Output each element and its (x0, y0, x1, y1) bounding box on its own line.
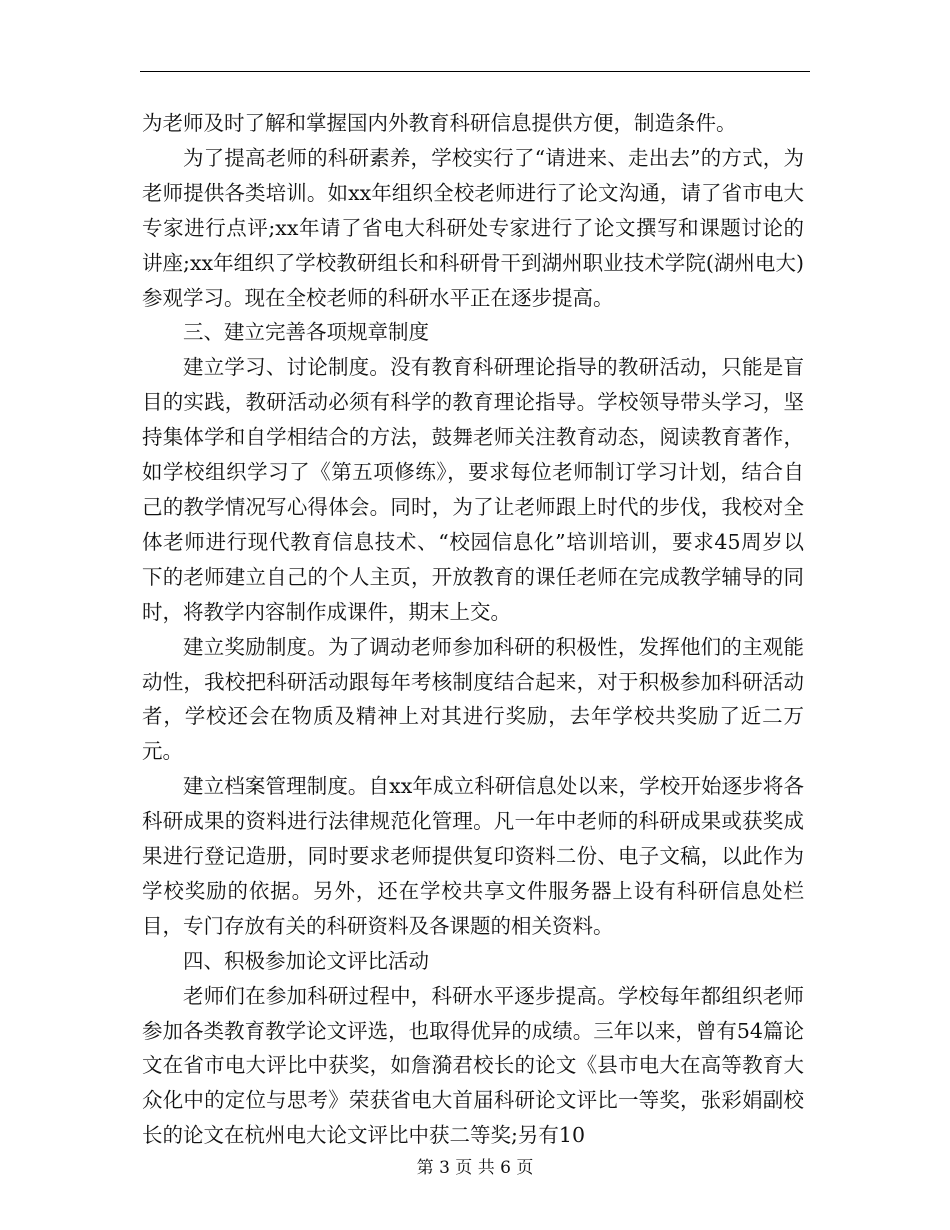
paragraph: 建立学习、讨论制度。没有教育科研理论指导的教研活动，只能是盲目的实践，教研活动必须有科学的教育理论指导。学校领导带头学习，坚持集体学和自学相结合的方法，鼓舞老师关注教育动态，阅读教育著作，如学校组织学习了《第五项修练》，要求每位老师制订学习计划，结合自己的教学情况写心得体会。同时，为了让老师跟上时代的步伐，我校对全体老师进行现代教育信息技术、“校园信息化”培训培训，要求45周岁以下的老师建立自己的个人主页，开放教育的课任老师在完成教学辅导的同时，将教学内容制作成课件，期末上交。 (142, 355, 804, 624)
header-rule (140, 71, 810, 72)
paragraph: 建立奖励制度。为了调动老师参加科研的积极性，发挥他们的主观能动性，我校把科研活动跟每年考核制度结合起来，对于积极参加科研活动者，学校还会在物质及精神上对其进行奖励，去年学校共奖励了近二万元。 (142, 634, 804, 764)
body-text (142, 106, 804, 1153)
paragraph: 四、积极参加论文评比活动 (183, 948, 429, 973)
paragraph: 老师们在参加科研过程中，科研水平逐步提高。学校每年都组织老师参加各类教育教学论文评选，也取得优异的成绩。三年以来，曾有54篇论文在省市电大评比中获奖，如詹漪君校长的论文《县市电大在高等教育大众化中的定位与思考》荣获省电大首届科研论文评比一等奖，张彩娟副校长的论文在杭州电大论文评比中获二等奖;另有10 (142, 983, 804, 1148)
paragraph: 为了提高老师的科研素养，学校实行了“请进来、走出去”的方式，为老师提供各类培训。如xx年组织全校老师进行了论文沟通，请了省市电大专家进行点评;xx年请了省电大科研处专家进行了论文撰写和课题讨论的讲座;xx年组织了学校教研组长和科研骨干到湖州职业技术学院(湖州电大)参观学习。现在全校老师的科研水平正在逐步提高。 (142, 145, 804, 310)
paragraph: 三、建立完善各项规章制度 (183, 320, 429, 345)
paragraph: 为老师及时了解和掌握国内外教育科研信息提供方便，制造条件。 (142, 111, 737, 135)
page-footer: 第 3 页 共 6 页 (416, 1158, 534, 1178)
paragraph: 建立档案管理制度。自xx年成立科研信息处以来，学校开始逐步将各科研成果的资料进行法律规范化管理。凡一年中老师的科研成果或获奖成果进行登记造册，同时要求老师提供复印资料二份、电子文稿，以此作为学校奖励的依据。另外，还在学校共享文件服务器上设有科研信息处栏目，专门存放有关的科研资料及各课题的相关资料。 (142, 774, 804, 938)
